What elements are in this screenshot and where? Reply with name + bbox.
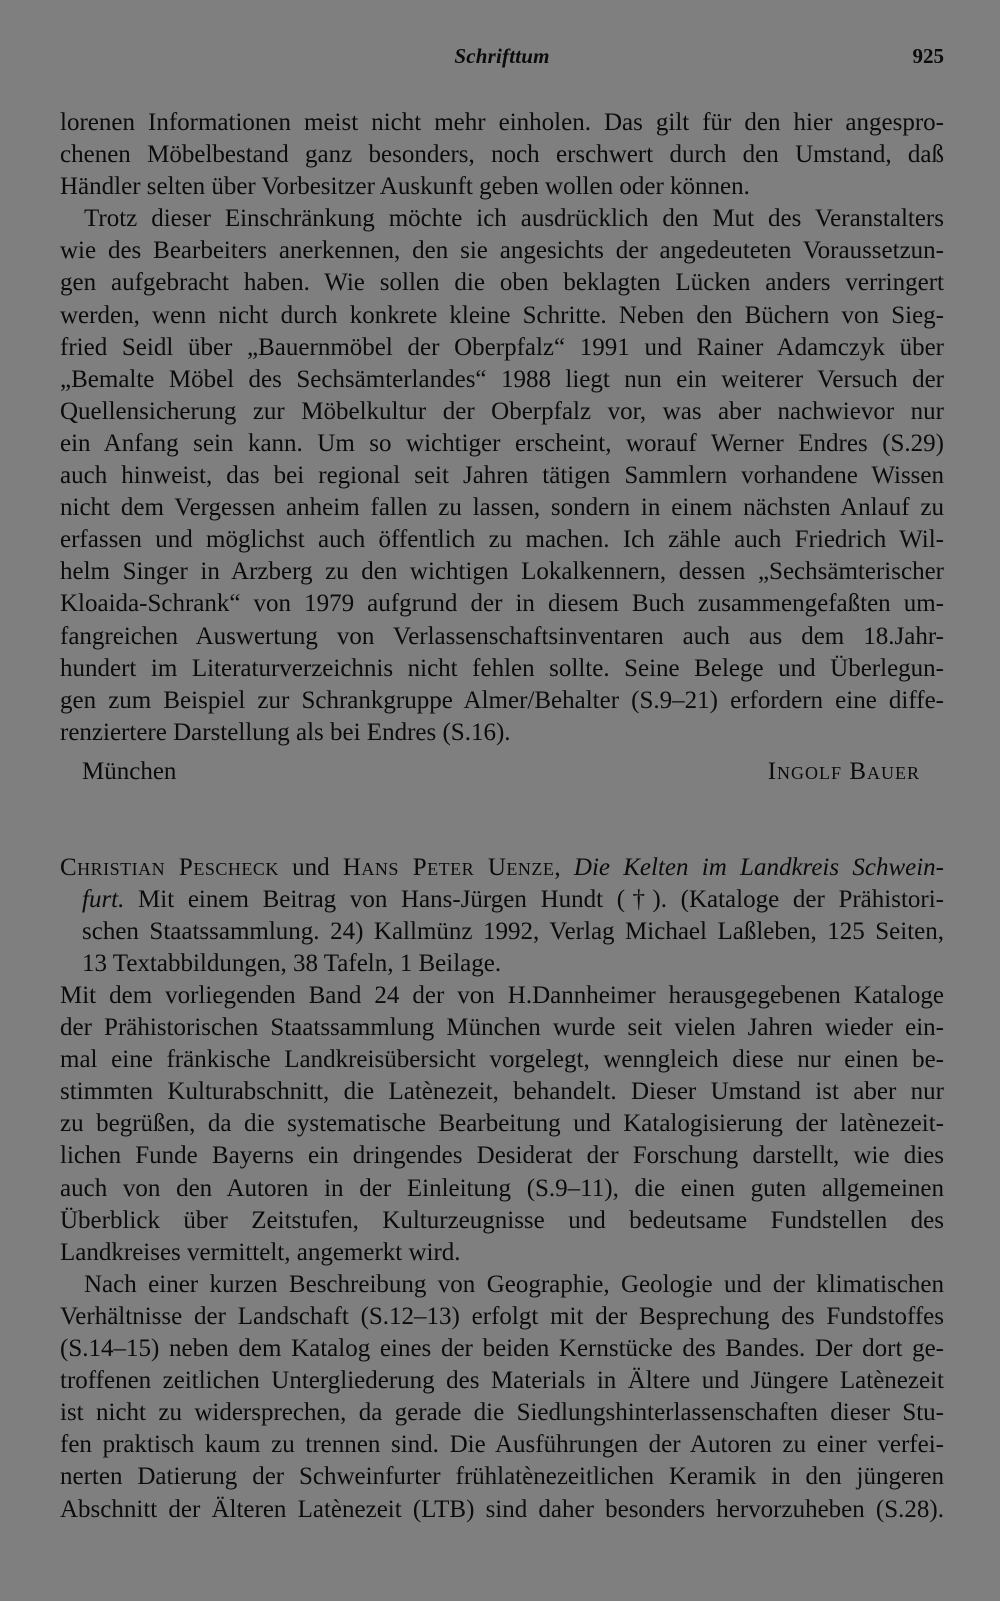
- text-line: stimmten Kulturabschnitt, die Latènezeit, behandelt. Dieser Umstand ist aber nur: [60, 1078, 944, 1106]
- reviewer-name: Ingolf Bauer: [767, 758, 920, 785]
- text-line: chenen Möbelbestand ganz besonders, noch erschwert durch den Umstand, daß: [60, 141, 944, 169]
- running-head-title: Schrifttum: [454, 44, 550, 68]
- text-line: nicht dem Vergessen anheim fallen zu lassen, sondern in einem nächsten Anlauf zu: [60, 494, 944, 522]
- text-line: ein Anfang sein kann. Um so wichtiger erscheint, worauf Werner Endres (S.29): [60, 429, 944, 457]
- text-line: fangreichen Auswertung von Verlassenschaftsinventaren auch aus dem 18.Jahr-: [60, 622, 944, 650]
- text-line: auch von den Autoren in der Einleitung (S.9–11), die einen guten allgemeinen: [60, 1174, 944, 1202]
- text-line: Quellensicherung zur Möbelkultur der Oberpfalz vor, was aber nachwievor nur: [60, 397, 944, 425]
- review-body-1: [60, 107, 944, 749]
- text-line: auch hinweist, das bei regional seit Jahren tätigen Sammlern vorhandene Wissen: [60, 462, 944, 490]
- text-line: troffenen zeitlichen Untergliederung des Materials in Ältere und Jüngere Latènezeit: [60, 1367, 944, 1395]
- signature-place: München: [82, 758, 177, 785]
- text-line: nerten Datierung der Schweinfurter frühlatènezeitlichen Keramik in den jüngeren: [60, 1463, 944, 1491]
- text-line: der Prähistorischen Staatssammlung München wurde seit vielen Jahren wieder ein-: [60, 1014, 944, 1042]
- citation-line: Christian Pescheck und Hans Peter Uenze, Die Kelten im Landkreis Schwein-: [60, 854, 945, 881]
- text-line: lichen Funde Bayerns ein dringendes Desiderat der Forschung darstellt, wie dies: [60, 1142, 944, 1170]
- text-line: ist nicht zu widersprechen, da gerade die Siedlungshinterlassenschaften dieser Stu-: [60, 1399, 944, 1427]
- text-line: lorenen Informationen meist nicht mehr einholen. Das gilt für den hier angespro-: [60, 109, 944, 136]
- text-line: gen zum Beispiel zur Schrankgruppe Almer/Behalter (S.9–21) erfordern eine diffe-: [60, 686, 944, 714]
- citation-line: furt. Mit einem Beitrag von Hans-Jürgen Hundt (†). (Kataloge der Prähistori-: [82, 886, 944, 914]
- text-line: mal eine fränkische Landkreisübersicht vorgelegt, wenngleich diese nur einen be-: [60, 1046, 944, 1074]
- text-line: erfassen und möglichst auch öffentlich zu machen. Ich zähle auch Friedrich Wil-: [60, 526, 944, 554]
- text-line: renziertere Darstellung als bei Endres (S.16).: [60, 718, 511, 746]
- citation-line: 13 Textabbildungen, 38 Tafeln, 1 Beilage.: [82, 950, 502, 978]
- citation-title: furt.: [82, 886, 125, 914]
- text-line: gen aufgebracht haben. Wie sollen die oben beklagten Lücken anders verringert: [60, 269, 944, 297]
- text-line: Mit dem vorliegenden Band 24 der von H.Dannheimer herausgegebenen Kataloge: [60, 982, 944, 1009]
- bibliographic-citation: [60, 852, 944, 980]
- review-body-2: [60, 980, 944, 1526]
- text-line: Nach einer kurzen Beschreibung von Geographie, Geologie und der klimatischen: [84, 1270, 944, 1298]
- citation-title: Die Kelten im Landkreis Schwein-: [573, 854, 945, 881]
- text-line: Landkreises vermittelt, angemerkt wird.: [60, 1238, 461, 1266]
- text-line: helm Singer in Arzberg zu den wichtigen Lokalkennern, dessen „Sechsämterischer: [60, 558, 944, 586]
- text-line: Händler selten über Vorbesitzer Auskunft geben wollen oder können.: [60, 173, 750, 201]
- text-line: (S.14–15) neben dem Katalog eines der beiden Kernstücke des Bandes. Der dort ge-: [60, 1335, 944, 1363]
- text-line: „Bemalte Möbel des Sechsämterlandes“ 1988 liegt nun ein weiterer Versuch der: [60, 365, 944, 393]
- page-number: 925: [912, 44, 944, 68]
- text-line: Trotz dieser Einschränkung möchte ich ausdrücklich den Mut des Veranstalters: [84, 205, 944, 233]
- text-line: Verhältnisse der Landschaft (S.12–13) erfolgt mit der Besprechung des Fundstoffes: [60, 1302, 944, 1330]
- text-line: Überblick über Zeitstufen, Kulturzeugnisse und bedeutsame Fundstellen des: [60, 1206, 944, 1234]
- text-line: hundert im Literaturverzeichnis nicht fehlen sollte. Seine Belege und Überlegun-: [60, 654, 944, 682]
- text-line: Kloaida-Schrank“ von 1979 aufgrund der in diesem Buch zusammengefaßten um-: [60, 590, 944, 618]
- citation-author: Christian Pescheck: [60, 854, 279, 881]
- text-line: fen praktisch kaum zu trennen sind. Die Ausführungen der Autoren zu einer verfei-: [60, 1431, 944, 1459]
- text-line: werden, wenn nicht durch konkrete kleine Schritte. Neben den Büchern von Sieg-: [60, 301, 944, 329]
- text-line: wie des Bearbeiters anerkennen, den sie angesichts der angedeuteten Voraussetzun-: [60, 237, 944, 265]
- citation-author: Hans Peter Uenze: [342, 854, 555, 881]
- text-line: Abschnitt der Älteren Latènezeit (LTB) sind daher besonders hervorzuheben (S.28).: [60, 1495, 944, 1523]
- citation-line: schen Staatssammlung. 24) Kallmünz 1992, Verlag Michael Laßleben, 125 Seiten,: [82, 918, 944, 946]
- review-signature: [82, 756, 920, 788]
- running-head: [60, 44, 944, 76]
- text-line: fried Seidl über „Bauernmöbel der Oberpfalz“ 1991 und Rainer Adamczyk über: [60, 333, 944, 361]
- text-line: zu begrüßen, da die systematische Bearbeitung und Katalogisierung der latènezeit-: [60, 1110, 944, 1138]
